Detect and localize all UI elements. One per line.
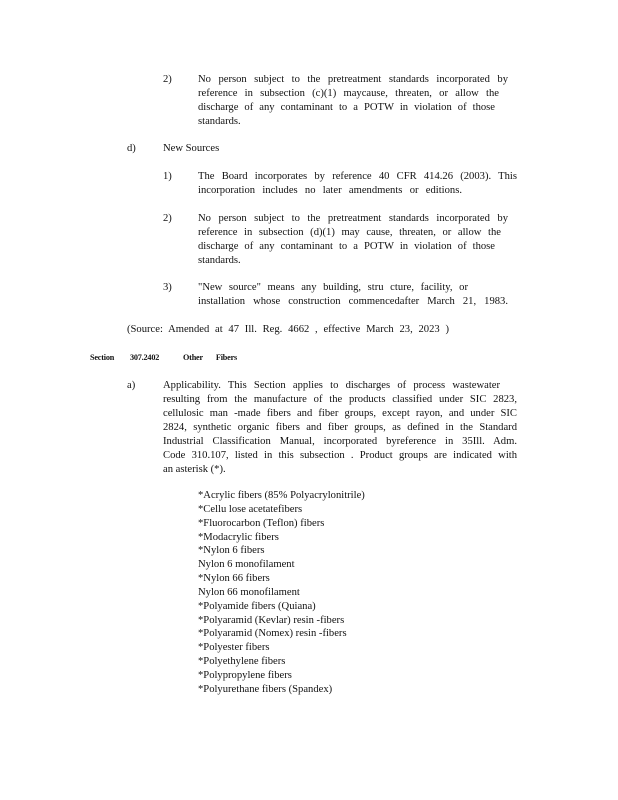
list-item: *Polyaramid (Kevlar) resin -fibers (198, 614, 345, 626)
paragraph-line: standards. (198, 116, 241, 127)
paragraph-line: an asterisk (*). (163, 464, 226, 475)
paragraph-line: 2824, synthetic organic fibers and fiber groups, as defined in the Standard (163, 422, 517, 433)
section-number: 307.2402 (130, 353, 160, 362)
paragraph-line: discharge of any contaminant to a POTW in violation of those (198, 102, 495, 113)
list-item: *Polypropylene fibers (198, 669, 292, 681)
section-word: Section (90, 353, 115, 362)
paragraph-line: incorporation includes no later amendments or editions. (198, 185, 462, 196)
paragraph-line: reference in subsection (c)(1) maycause, threaten, or allow the (198, 88, 499, 99)
list-item: *Nylon 66 fibers (198, 573, 270, 585)
fiber-list (198, 489, 438, 697)
list-item: *Nylon 6 fibers (198, 545, 265, 557)
list-item: *Cellu lose acetatefibers (198, 503, 303, 515)
item-label: 1) (163, 171, 172, 182)
section-title: Other Fibers (183, 353, 237, 362)
item-label: 2) (163, 213, 172, 224)
source-note: (Source: Amended at 47 Ill. Reg. 4662 , effective March 23, 2023 ) (127, 324, 449, 335)
paragraph-line: Applicability. This Section applies to discharges of process wastewater (163, 380, 500, 391)
list-item: *Polyamide fibers (Quiana) (198, 600, 316, 612)
list-item: *Fluorocarbon (Teflon) fibers (198, 517, 325, 529)
list-item: *Polyaramid (Nomex) resin -fibers (198, 628, 347, 640)
paragraph-line: No person subject to the pretreatment standards incorporated by (198, 74, 508, 85)
paragraph-line: Industrial Classification Manual, incorporated byreference in 35Ill. Adm. (163, 436, 517, 447)
item-label: 2) (163, 74, 172, 85)
paragraph-line: standards. (198, 255, 241, 266)
list-item: *Acrylic fibers (85% Polyacrylonitrile) (198, 490, 365, 501)
list-item: *Polyester fibers (198, 642, 270, 654)
paragraph-line: Code 310.107, listed in this subsection . Product groups are indicated with (163, 450, 517, 461)
paragraph-line: cellulosic man -made fibers and fiber groups, except rayon, and under SIC (163, 408, 517, 419)
subsection-label: d) (127, 143, 136, 154)
paragraph-line: No person subject to the pretreatment standards incorporated by (198, 213, 508, 224)
paragraph-line: installation whose construction commencedafter March 21, 1983. (198, 296, 508, 307)
list-item: *Polyurethane fibers (Spandex) (198, 683, 333, 695)
subsection-label: a) (127, 380, 136, 391)
paragraph-line: The Board incorporates by reference 40 CFR 414.26 (2003). This (198, 171, 517, 182)
list-item: Nylon 6 monofilament (198, 559, 295, 571)
subsection-title: New Sources (163, 143, 220, 154)
item-label: 3) (163, 282, 172, 293)
list-item: *Modacrylic fibers (198, 531, 279, 543)
paragraph-line: resulting from the manufacture of the products classified under SIC 2823, (163, 394, 517, 405)
paragraph-line: "New source" means any building, stru cture, facility, or (198, 282, 468, 293)
paragraph-line: reference in subsection (d)(1) may cause, threaten, or allow the (198, 227, 501, 238)
list-item: Nylon 66 monofilament (198, 586, 300, 598)
paragraph-line: discharge of any contaminant to a POTW in violation of those (198, 241, 495, 252)
list-item: *Polyethylene fibers (198, 656, 286, 668)
